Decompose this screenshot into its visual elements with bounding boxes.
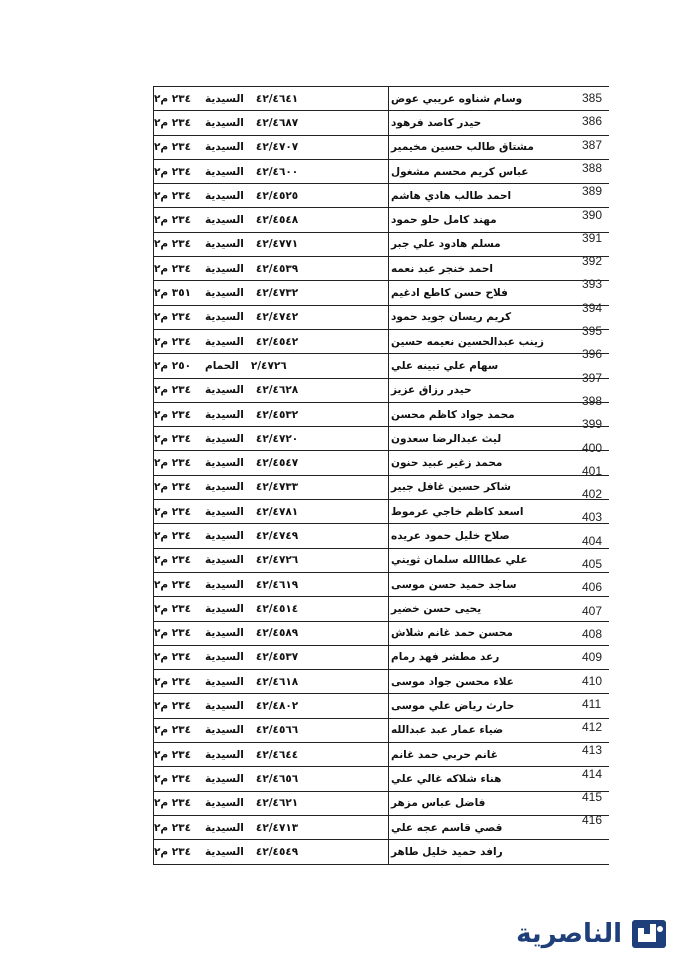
record-ref: ٤٢/٤٦٥٦ [255, 772, 299, 785]
table-row [153, 549, 609, 573]
row-number: 406 [582, 580, 603, 595]
record-area: السيدية [205, 772, 244, 785]
record-cell [153, 86, 389, 111]
row-number: 387 [582, 137, 603, 152]
person-name: قصي قاسم عجه علي [391, 821, 503, 834]
record-size: ٢٣٤ م٢ [154, 797, 192, 810]
record-area: السيدية [205, 287, 244, 300]
record-area: السيدية [205, 505, 244, 518]
person-name: محمد زغير عبيد حنون [391, 457, 503, 470]
record-ref: ٤٢/٤٧٤٩ [255, 529, 299, 542]
table-row [153, 306, 609, 330]
table-row [153, 160, 609, 184]
table-row [153, 719, 609, 743]
record-size: ٢٣٤ م٢ [154, 675, 192, 688]
record-ref: ٤٢/٤٧٣٣ [255, 481, 299, 494]
row-number: 412 [582, 720, 603, 735]
row-number: 411 [582, 696, 602, 711]
row-number: 407 [582, 603, 603, 618]
record-ref: ٤٢/٤٧٢٠ [255, 432, 299, 445]
record-area: السيدية [205, 748, 244, 761]
record-size: ٢٣٤ م٢ [154, 457, 192, 470]
record-cell [153, 815, 389, 840]
table-row [153, 427, 609, 451]
record-ref: ٤٢/٤٥٨٩ [255, 627, 299, 640]
row-number: 391 [582, 230, 603, 245]
record-cell [153, 378, 389, 403]
record-ref: ٤٢/٤٦٢١ [255, 797, 299, 810]
row-number: 400 [582, 440, 603, 455]
record-size: ٢٣٤ م٢ [154, 481, 192, 494]
person-name: ساجد حميد حسن موسى [391, 578, 517, 591]
person-name: مهند كامل حلو حمود [391, 214, 497, 227]
record-size: ٢٣٤ م٢ [154, 627, 192, 640]
table-row [153, 208, 609, 232]
person-name: حيدر رزاق عزيز [391, 384, 472, 397]
site-logo [516, 914, 670, 954]
table-row [153, 451, 609, 475]
person-name: احمد خنجر عبد نعمه [391, 262, 493, 275]
row-number: 401 [582, 463, 603, 478]
record-cell [153, 207, 389, 232]
person-name: حيدر كاصد فرهود [391, 116, 482, 129]
person-name: يحيى حسن خضير [391, 602, 482, 615]
record-area: السيدية [205, 92, 244, 105]
record-cell [153, 548, 389, 573]
record-area: السيدية [205, 311, 244, 324]
record-ref: ٤٢/٤٨٠٢ [255, 700, 299, 713]
table-row [153, 646, 609, 670]
row-number: 403 [582, 510, 603, 525]
record-area: السيدية [205, 141, 244, 154]
row-number: 398 [582, 393, 603, 408]
person-name: حارث رياض علي موسى [391, 700, 515, 713]
record-cell [153, 135, 389, 160]
logo-text: الناصرية [516, 919, 622, 949]
record-cell [153, 621, 389, 646]
table-row [153, 524, 609, 548]
table-row [153, 694, 609, 718]
table-row [153, 767, 609, 791]
record-ref: ٤٢/٤٦١٩ [255, 578, 299, 591]
record-ref: ٤٢/٤٥٤٧ [255, 457, 299, 470]
record-area: السيدية [205, 675, 244, 688]
table-row [153, 840, 609, 864]
person-name: سهام علي تبينه علي [391, 359, 499, 372]
table-row [153, 330, 609, 354]
person-name: اسعد كاظم خاجي عرموط [391, 505, 524, 518]
record-ref: ٤٢/٤٧٤٢ [255, 311, 299, 324]
record-cell [153, 669, 389, 694]
person-name: هناء شلاكه غالي علي [391, 772, 502, 785]
table-row [153, 233, 609, 257]
table-row [153, 743, 609, 767]
record-size: ٢٣٤ م٢ [154, 141, 192, 154]
person-name: شاكر حسين غافل جبير [391, 481, 511, 494]
record-cell [153, 523, 389, 548]
record-size: ٢٣٤ م٢ [154, 408, 192, 421]
record-area: السيدية [205, 165, 244, 178]
record-cell [153, 402, 389, 427]
row-number: 397 [582, 370, 603, 385]
record-cell [153, 256, 389, 281]
person-name: ضياء عمار عبد عبدالله [391, 724, 504, 737]
record-size: ٢٣٤ م٢ [154, 651, 192, 664]
record-area: السيدية [205, 700, 244, 713]
table-row [153, 670, 609, 694]
record-area: السيدية [205, 432, 244, 445]
row-number: 395 [582, 324, 603, 338]
row-number: 386 [582, 114, 603, 129]
row-number: 415 [582, 790, 603, 804]
table-row [153, 184, 609, 208]
person-name: غانم حربي حمد غانم [391, 748, 498, 761]
record-size: ٢٣٤ م٢ [154, 772, 192, 785]
record-cell [153, 159, 389, 184]
record-area: السيدية [205, 627, 244, 640]
record-cell [153, 280, 389, 305]
row-number: 390 [582, 207, 603, 222]
row-number: 416 [582, 813, 603, 828]
table-row [153, 476, 609, 500]
record-size: ٢٣٤ م٢ [154, 238, 192, 251]
record-area: السيدية [205, 335, 244, 348]
record-size: ٢٣٤ م٢ [154, 505, 192, 518]
record-cell [153, 329, 389, 354]
table-row [153, 403, 609, 427]
record-area: السيدية [205, 408, 244, 421]
record-ref: ٢/٤٧٢٦ [250, 359, 287, 372]
record-cell [153, 839, 389, 864]
table-row [153, 500, 609, 524]
record-ref: ٤٢/٤٥٦٦ [255, 724, 299, 737]
row-number: 404 [582, 533, 603, 548]
row-number: 413 [582, 743, 603, 758]
record-size: ٢٣٤ م٢ [154, 845, 192, 858]
record-ref: ٤٢/٤٦٠٠ [255, 165, 299, 178]
table-row [153, 281, 609, 305]
record-size: ٢٣٤ م٢ [154, 335, 192, 348]
record-size: ٢٣٤ م٢ [154, 821, 192, 834]
record-size: ٢٣٤ م٢ [154, 116, 192, 129]
record-area: السيدية [205, 457, 244, 470]
person-name: علاء محسن جواد موسى [391, 675, 514, 688]
record-cell [153, 426, 389, 451]
row-number: 394 [582, 300, 603, 315]
record-ref: ٤٢/٤٧٣٢ [255, 287, 299, 300]
record-ref: ٤٢/٤٥٤٨ [255, 214, 299, 227]
record-area: السيدية [205, 214, 244, 227]
record-ref: ٤٢/٤٧٧١ [255, 238, 299, 251]
record-size: ٢٣٤ م٢ [154, 189, 192, 202]
row-number: 388 [582, 160, 603, 175]
record-cell [153, 183, 389, 208]
record-cell [153, 742, 389, 767]
nasiriyah-news-logo-icon [628, 914, 670, 954]
record-ref: ٤٢/٤٥٣٢ [255, 408, 299, 421]
record-area: السيدية [205, 238, 244, 251]
person-name: صلاح خليل حمود عريده [391, 529, 510, 542]
record-area: السيدية [205, 578, 244, 591]
record-area: السيدية [205, 262, 244, 275]
person-name: عباس كريم محسم مشغول [391, 165, 529, 178]
record-area: السيدية [205, 845, 244, 858]
record-size: ٢٣٤ م٢ [154, 262, 192, 275]
table-row [153, 597, 609, 621]
record-cell [153, 718, 389, 743]
record-size: ٢٣٤ م٢ [154, 311, 192, 324]
row-number: 399 [582, 417, 603, 432]
person-name: زينب عبدالحسين نعيمه حسين [391, 335, 544, 348]
person-name: رعد مطشر فهد رمام [391, 651, 500, 664]
record-ref: ٤٢/٤٥٣٧ [255, 651, 299, 664]
table-row [153, 573, 609, 597]
record-cell [153, 110, 389, 135]
person-name: محسن حمد غانم شلاش [391, 627, 513, 640]
record-size: ٢٣٤ م٢ [154, 384, 192, 397]
record-ref: ٤٢/٤٧١٣ [255, 821, 299, 834]
record-area: السيدية [205, 797, 244, 810]
record-size: ٢٣٤ م٢ [154, 724, 192, 737]
record-size: ٢٥٠ م٢ [154, 359, 192, 372]
person-name: فاضل عباس مزهر [391, 797, 486, 810]
record-size: ٢٣٤ م٢ [154, 748, 192, 761]
record-ref: ٤٢/٤٦٤٤ [255, 748, 299, 761]
person-name: كريم ريسان جويد حمود [391, 311, 512, 324]
table-row [153, 816, 609, 840]
record-size: ٢٣٤ م٢ [154, 602, 192, 615]
row-number: 396 [582, 347, 603, 362]
record-size: ٢٣٤ م٢ [154, 554, 192, 567]
record-area: السيدية [205, 384, 244, 397]
record-area: السيدية [205, 116, 244, 129]
table-row [153, 86, 609, 111]
record-cell [153, 572, 389, 597]
table-row [153, 257, 609, 281]
record-ref: ٤٢/٤٧٨١ [255, 505, 299, 518]
row-number: 392 [582, 254, 603, 269]
person-name: ليث عبدالرضا سعدون [391, 432, 502, 445]
record-ref: ٤٢/٤٥١٤ [255, 602, 299, 615]
record-cell [153, 305, 389, 330]
record-area: السيدية [205, 529, 244, 542]
record-size: ٢٣٤ م٢ [154, 578, 192, 591]
record-cell [153, 232, 389, 257]
record-size: ٢٣٤ م٢ [154, 92, 192, 105]
person-name: مسلم هادود علي جبر [391, 238, 501, 251]
table-row [153, 622, 609, 646]
table-row [153, 111, 609, 135]
row-number: 414 [582, 766, 603, 781]
record-ref: ٤٢/٤٥٢٥ [255, 189, 299, 202]
record-area: السيدية [205, 724, 244, 737]
row-number: 402 [582, 487, 603, 502]
row-number: 389 [582, 184, 603, 199]
record-area: الحمام [205, 359, 239, 372]
table-row [153, 792, 609, 816]
record-cell [153, 693, 389, 718]
record-area: السيدية [205, 189, 244, 202]
person-name: مشتاق طالب حسين مخيمير [391, 141, 534, 154]
person-name: فلاح حسن كاطع ادغيم [391, 287, 508, 300]
record-area: السيدية [205, 602, 244, 615]
row-number: 410 [582, 673, 603, 688]
record-cell [153, 645, 389, 670]
record-cell [153, 450, 389, 475]
row-number: 408 [582, 626, 603, 641]
table-row [153, 354, 609, 378]
record-ref: ٤٢/٤٦٢٨ [255, 384, 299, 397]
record-ref: ٤٢/٤٥٣٩ [255, 262, 299, 275]
record-ref: ٤٢/٤٧٢٦ [255, 554, 299, 567]
table-row [153, 379, 609, 403]
row-number: 393 [582, 277, 603, 292]
record-cell [153, 766, 389, 791]
row-number: 405 [582, 557, 603, 571]
record-ref: ٤٢/٤٧٠٧ [255, 141, 299, 154]
record-cell [153, 499, 389, 524]
record-size: ٢٣٤ م٢ [154, 165, 192, 178]
record-size: ٢٣٤ م٢ [154, 214, 192, 227]
document-table [153, 86, 609, 865]
record-cell [153, 353, 389, 378]
person-name: محمد جواد كاظم محسن [391, 408, 515, 421]
person-name: علي عطاالله سلمان ثويني [391, 554, 528, 567]
person-name: احمد طالب هادي هاشم [391, 189, 512, 202]
record-cell [153, 475, 389, 500]
record-ref: ٤٢/٤٥٤٩ [255, 845, 299, 858]
person-name: وسام شناوه عريبي عوض [391, 92, 523, 105]
record-ref: ٤٢/٤٦٤١ [255, 92, 299, 105]
record-area: السيدية [205, 554, 244, 567]
record-size: ٣٥١ م٢ [154, 287, 192, 300]
record-cell [153, 791, 389, 816]
row-number: 409 [582, 650, 603, 665]
record-ref: ٤٢/٤٥٤٢ [255, 335, 299, 348]
person-name: رافد حميد خليل طاهر [391, 845, 503, 858]
table-row [153, 136, 609, 160]
record-cell [153, 596, 389, 621]
record-area: السيدية [205, 651, 244, 664]
record-ref: ٤٢/٤٦٨٧ [255, 116, 299, 129]
record-area: السيدية [205, 481, 244, 494]
record-ref: ٤٢/٤٦١٨ [255, 675, 299, 688]
row-number: 385 [582, 91, 603, 105]
record-size: ٢٣٤ م٢ [154, 700, 192, 713]
record-size: ٢٣٤ م٢ [154, 529, 192, 542]
record-area: السيدية [205, 821, 244, 834]
record-size: ٢٣٤ م٢ [154, 432, 192, 445]
